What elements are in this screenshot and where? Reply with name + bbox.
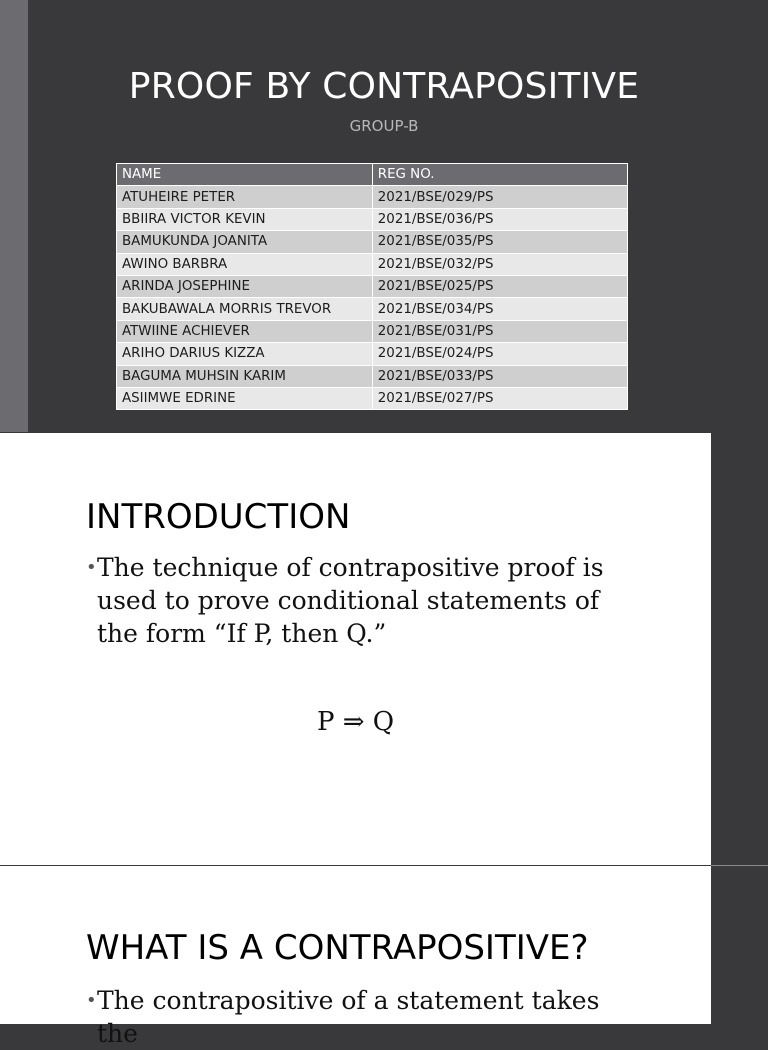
member-name: BAKUBAWALA MORRIS TREVOR (117, 298, 373, 320)
header-reg-no: REG NO. (372, 164, 627, 186)
member-reg-no: 2021/BSE/031/PS (372, 320, 627, 342)
member-name: ATWIINE ACHIEVER (117, 320, 373, 342)
table-row (117, 186, 628, 208)
table-row (117, 253, 628, 275)
group-members-table (116, 163, 628, 410)
member-reg-no: 2021/BSE/024/PS (372, 343, 627, 365)
implication-formula: P ⇒ Q (316, 707, 395, 737)
slide-divider (711, 865, 768, 866)
table-row (117, 231, 628, 253)
bullet-dot-icon: • (86, 557, 97, 578)
member-reg-no: 2021/BSE/035/PS (372, 231, 627, 253)
member-name: ARINDA JOSEPHINE (117, 275, 373, 297)
member-reg-no: 2021/BSE/034/PS (372, 298, 627, 320)
table-row (117, 343, 628, 365)
member-name: BAGUMA MUHSIN KARIM (117, 365, 373, 387)
member-reg-no: 2021/BSE/027/PS (372, 387, 627, 409)
table-header-row (117, 164, 628, 186)
slide-title: PROOF BY CONTRAPOSITIVE (128, 66, 640, 107)
member-reg-no: 2021/BSE/033/PS (372, 365, 627, 387)
member-name: ARIHO DARIUS KIZZA (117, 343, 373, 365)
introduction-heading: INTRODUCTION (86, 497, 351, 537)
bullet-dot-icon: • (86, 990, 97, 1011)
contrapositive-heading: WHAT IS A CONTRAPOSITIVE? (86, 928, 589, 968)
member-name: ASIIMWE EDRINE (117, 387, 373, 409)
table-row (117, 208, 628, 230)
member-reg-no: 2021/BSE/036/PS (372, 208, 627, 230)
table-row (117, 298, 628, 320)
table-row (117, 275, 628, 297)
accent-bar (0, 0, 28, 432)
contrapositive-slide (0, 866, 711, 1048)
table-row (117, 320, 628, 342)
member-name: BAMUKUNDA JOANITA (117, 231, 373, 253)
slide-subtitle: GROUP-B (349, 117, 419, 135)
member-name: BBIIRA VICTOR KEVIN (117, 208, 373, 230)
bullet-item (86, 984, 616, 1050)
introduction-slide (0, 433, 711, 865)
title-slide (0, 0, 768, 432)
header-name: NAME (117, 164, 373, 186)
table-row (117, 387, 628, 409)
bullet-text: The contrapositive of a statement takes the (97, 986, 600, 1048)
member-name: ATUHEIRE PETER (117, 186, 373, 208)
bullet-item (86, 551, 616, 650)
member-reg-no: 2021/BSE/032/PS (372, 253, 627, 275)
table-row (117, 365, 628, 387)
member-reg-no: 2021/BSE/025/PS (372, 275, 627, 297)
bullet-text: The technique of contrapositive proof is used to prove conditional statements of the form “If P, then Q.” (97, 553, 604, 648)
member-name: AWINO BARBRA (117, 253, 373, 275)
member-reg-no: 2021/BSE/029/PS (372, 186, 627, 208)
